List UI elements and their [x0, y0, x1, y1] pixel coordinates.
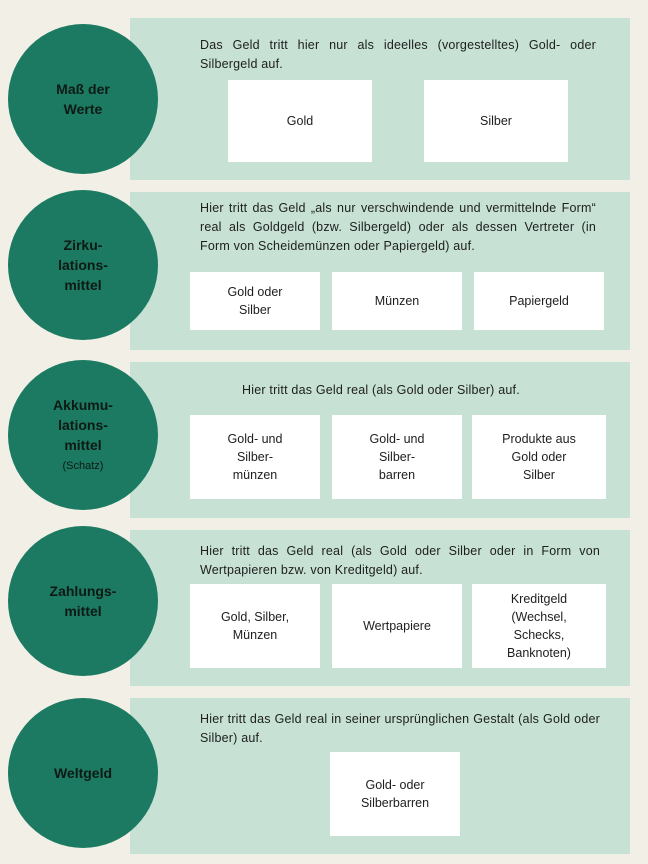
form-box: Münzen: [332, 272, 462, 330]
form-box: Silber: [424, 80, 568, 162]
function-label: Akkumu- lations- mittel: [53, 397, 113, 453]
form-box: Produkte aus Gold oder Silber: [472, 415, 606, 499]
section-description: Hier tritt das Geld real (als Gold oder Silber) auf.: [242, 383, 520, 397]
form-box: Gold- und Silber- barren: [332, 415, 462, 499]
form-box: Gold, Silber, Münzen: [190, 584, 320, 668]
form-box: Gold oder Silber: [190, 272, 320, 330]
function-circle: [8, 360, 158, 510]
form-box: Gold: [228, 80, 372, 162]
form-box: Gold- und Silber- münzen: [190, 415, 320, 499]
function-circle: [8, 190, 158, 340]
form-box: Papiergeld: [474, 272, 604, 330]
function-label: Zirku- lations- mittel: [58, 237, 108, 293]
section-description: Hier tritt das Geld „als nur verschwindende und vermittelnde Form“ real als Goldgeld (bzw. Silbergeld) oder als dessen Vertreter (in Form von Scheidemünzen oder Papiergeld) auf.: [200, 201, 596, 253]
function-label: Weltgeld: [53, 765, 113, 781]
function-circle: [8, 526, 158, 676]
form-box: Gold- oder Silberbarren: [330, 752, 460, 836]
function-note: (Schatz): [62, 460, 104, 472]
function-label: Maß der Werte: [56, 81, 110, 117]
section-description: Hier tritt das Geld real in seiner ursprünglichen Gestalt (als Gold oder Silber) auf.: [200, 712, 600, 745]
function-circle: [8, 24, 158, 174]
section-description: Hier tritt das Geld real (als Gold oder Silber oder in Form von Wertpapieren bzw. von Kreditgeld) auf.: [200, 544, 600, 577]
function-circle: [8, 698, 158, 848]
form-box: Kreditgeld (Wechsel, Schecks, Banknoten): [472, 584, 606, 668]
form-box: Wertpapiere: [332, 584, 462, 668]
section-description: Das Geld tritt hier nur als ideelles (vorgestelltes) Gold- oder Silbergeld auf.: [200, 38, 596, 71]
function-label: Zahlungs- mittel: [49, 583, 117, 619]
